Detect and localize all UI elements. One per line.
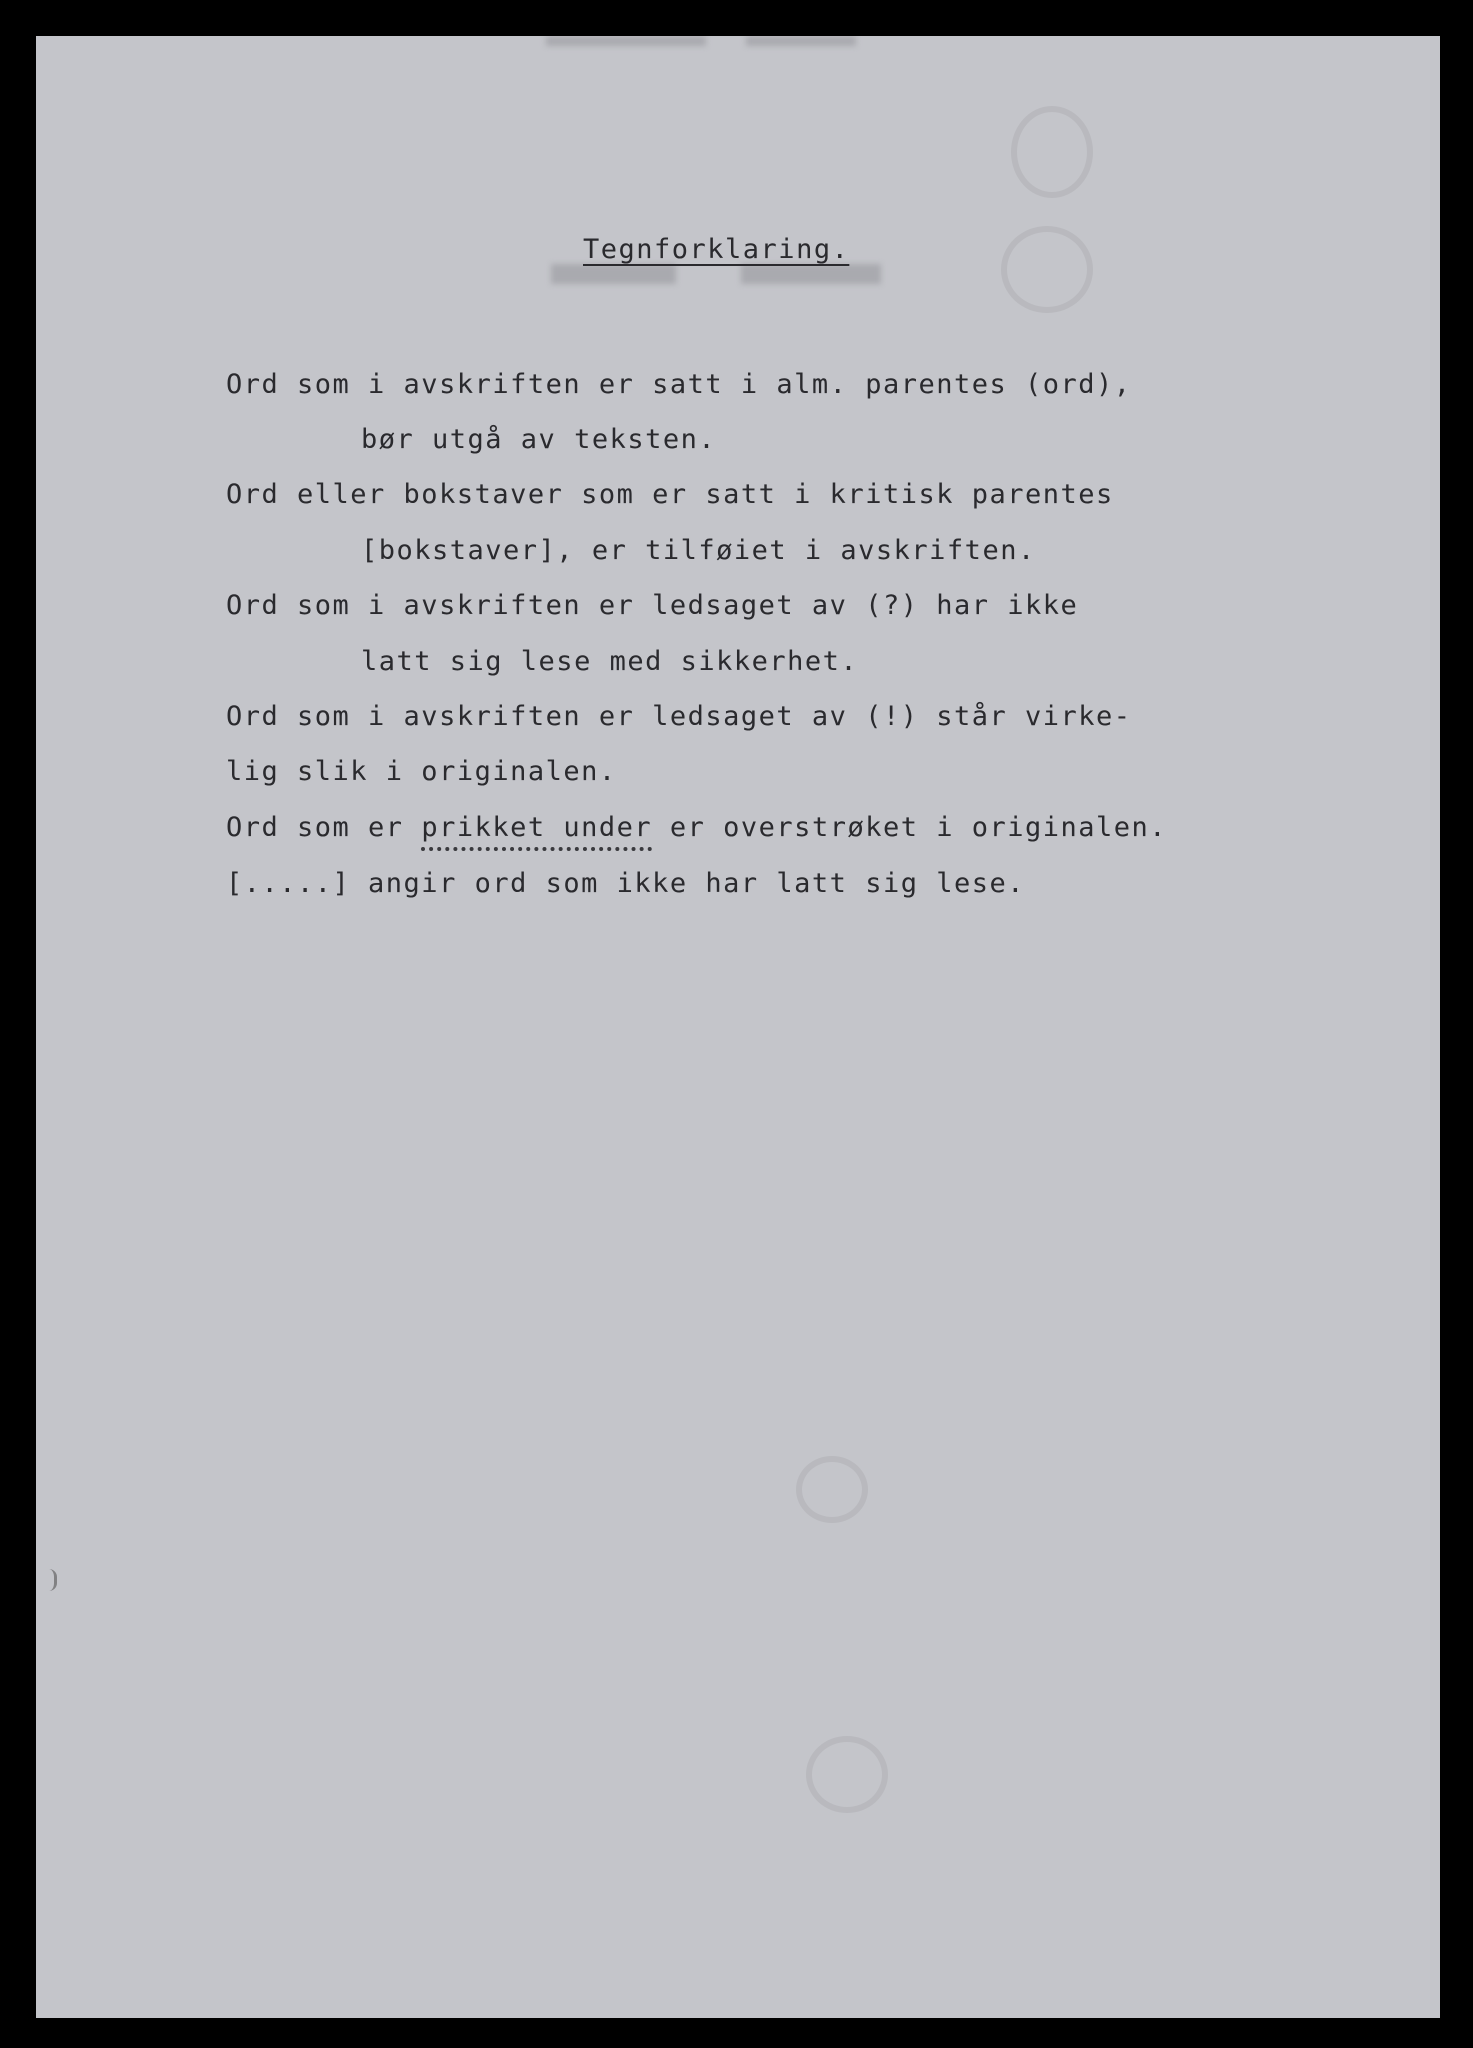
dotted-underlined-text: prikket under: [421, 812, 652, 851]
text-line-struck: [226, 812, 1167, 843]
text-line: Ord som i avskriften er ledsaget av (!) står virke-: [226, 701, 1132, 732]
smudge-mark: [546, 36, 706, 46]
paper-edge-mark: [46, 1569, 57, 1591]
text-line: [bokstaver], er tilføiet i avskriften.: [361, 535, 1036, 566]
document-heading: Tegnforklaring.: [583, 234, 850, 265]
bleed-through-mark: [1001, 226, 1093, 313]
smudge-mark: [551, 264, 676, 284]
text-line: Ord som i avskriften er ledsaget av (?) har ikke: [226, 590, 1079, 621]
smudge-mark: [741, 264, 881, 284]
text-line: Ord eller bokstaver som er satt i kritisk parentes: [226, 479, 1114, 510]
text-line: latt sig lese med sikkerhet.: [361, 646, 859, 677]
bleed-through-mark: [806, 1736, 888, 1813]
struck-line-suffix: er overstrøket i originalen.: [652, 812, 1168, 843]
text-line: Ord som i avskriften er satt i alm. parentes (ord),: [226, 369, 1132, 400]
smudge-mark: [746, 36, 856, 46]
struck-line-prefix: Ord som er: [226, 812, 422, 843]
document-page: [36, 36, 1440, 2018]
text-line: bør utgå av teksten.: [361, 424, 717, 455]
text-line: lig slik i originalen.: [226, 756, 617, 787]
bleed-through-mark: [1011, 106, 1093, 198]
bleed-through-mark: [796, 1456, 868, 1523]
text-line: [.....] angir ord som ikke har latt sig lese.: [226, 868, 1025, 899]
